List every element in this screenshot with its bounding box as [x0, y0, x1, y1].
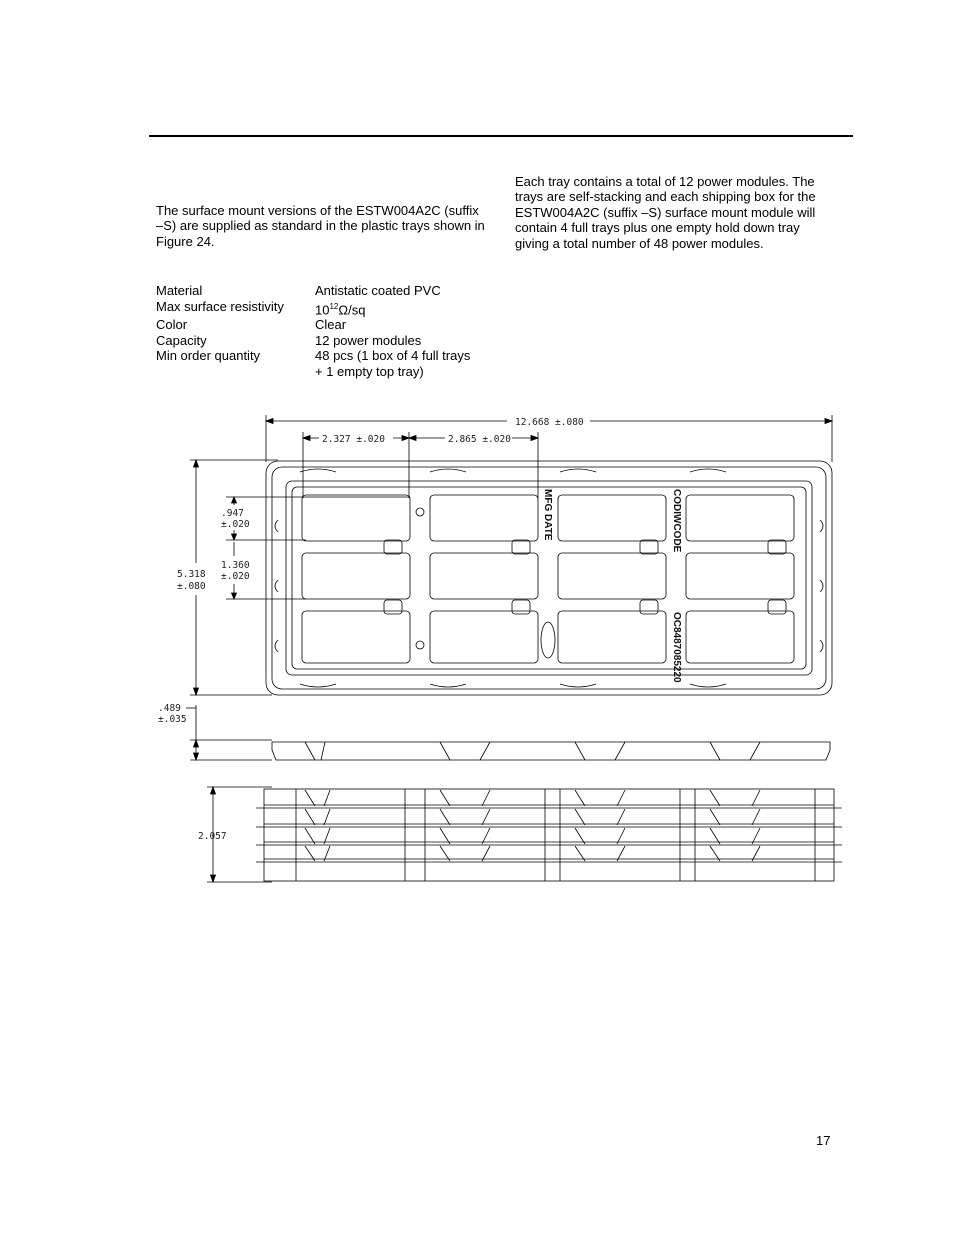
spec-value: Antistatic coated PVC	[315, 283, 441, 298]
resistivity-base: 10	[315, 301, 330, 317]
dim-width-value: 5.318	[177, 569, 206, 580]
arrow-head	[194, 753, 199, 760]
index-slot	[541, 622, 555, 658]
spec-value: 12 power modules	[315, 332, 422, 348]
resistivity-exponent: 12	[329, 301, 339, 311]
pocket	[686, 611, 794, 663]
stamp-code: CODIWCODE	[671, 489, 682, 553]
arrow-head	[211, 875, 216, 882]
arrow-head	[825, 419, 832, 424]
arrow-head	[266, 419, 273, 424]
dim-947-tolerance: ±.020	[221, 519, 250, 530]
recycle-mark	[416, 641, 424, 649]
pocket	[686, 495, 794, 541]
pocket	[558, 611, 666, 663]
intro-paragraph: The surface mount versions of the ESTW004A2C (suffix –S) are supplied as standard in the plastic trays shown in Figure 24.	[156, 203, 485, 249]
stamp-part-number: OC8487085220	[671, 612, 682, 683]
dim-height-tolerance: ±.035	[158, 714, 187, 725]
side-rib	[820, 520, 823, 652]
top-rib	[300, 469, 726, 472]
side-ribs	[305, 742, 760, 760]
spec-label: Min order quantity	[156, 348, 261, 364]
pocket	[430, 495, 538, 541]
finger-tabs	[384, 540, 786, 614]
dim-947-value: .947	[221, 508, 244, 519]
dim-height-value: .489	[158, 703, 181, 714]
arrow-head	[409, 436, 416, 441]
arrow-head	[232, 593, 237, 599]
stamp-mfg-date: MFG DATE	[542, 489, 553, 541]
pocket	[302, 611, 410, 663]
pocket	[430, 611, 538, 663]
arrow-head	[531, 436, 538, 441]
dim-1360-tolerance: ±.020	[221, 571, 250, 582]
arrow-head	[232, 497, 237, 503]
spec-label: Capacity	[156, 332, 207, 348]
dim-pitch-2: 2.865 ±.020	[448, 434, 511, 445]
arrow-head	[194, 688, 199, 695]
pocket	[430, 553, 538, 599]
tray-count-paragraph: Each tray contains a total of 12 power modules. The trays are self-stacking and each shipping box for the ESTW004A2C (suffix –S) surface mount module will contain 4 full trays plus one empty hold down tray giving a total number of 48 power modules.	[515, 174, 816, 251]
tray-side-view	[272, 742, 830, 760]
pocket	[558, 495, 666, 541]
arrow-head	[194, 460, 199, 467]
dim-stack-height: 2.057	[198, 831, 227, 842]
spec-value: Clear	[315, 317, 347, 333]
min-order-line-1: 48 pcs (1 box of 4 full trays	[315, 348, 471, 364]
arrow-head	[211, 787, 216, 794]
spec-label: Color	[156, 317, 188, 333]
dim-pitch-1: 2.327 ±.020	[322, 434, 385, 445]
arrow-head	[303, 436, 310, 441]
arrow-head	[232, 534, 237, 540]
bottom-rib	[300, 684, 726, 687]
min-order-line-2: + 1 empty top tray)	[315, 363, 424, 379]
spec-label: Material	[156, 283, 203, 298]
dim-overall-length: 12.668 ±.080	[515, 417, 584, 428]
resistivity-unit: Ω/sq	[338, 301, 366, 317]
stack-outline	[264, 789, 834, 881]
pocket	[686, 553, 794, 599]
pocket	[302, 495, 410, 541]
dim-1360-value: 1.360	[221, 560, 250, 571]
pocket	[558, 553, 666, 599]
arrow-head	[194, 740, 199, 747]
recycle-mark	[416, 508, 424, 516]
spec-label: Max surface resistivity	[156, 298, 284, 314]
pocket	[302, 553, 410, 599]
tray-stack	[256, 789, 842, 881]
page-number: 17	[816, 1133, 831, 1148]
dim-width-tolerance: ±.080	[177, 581, 206, 592]
